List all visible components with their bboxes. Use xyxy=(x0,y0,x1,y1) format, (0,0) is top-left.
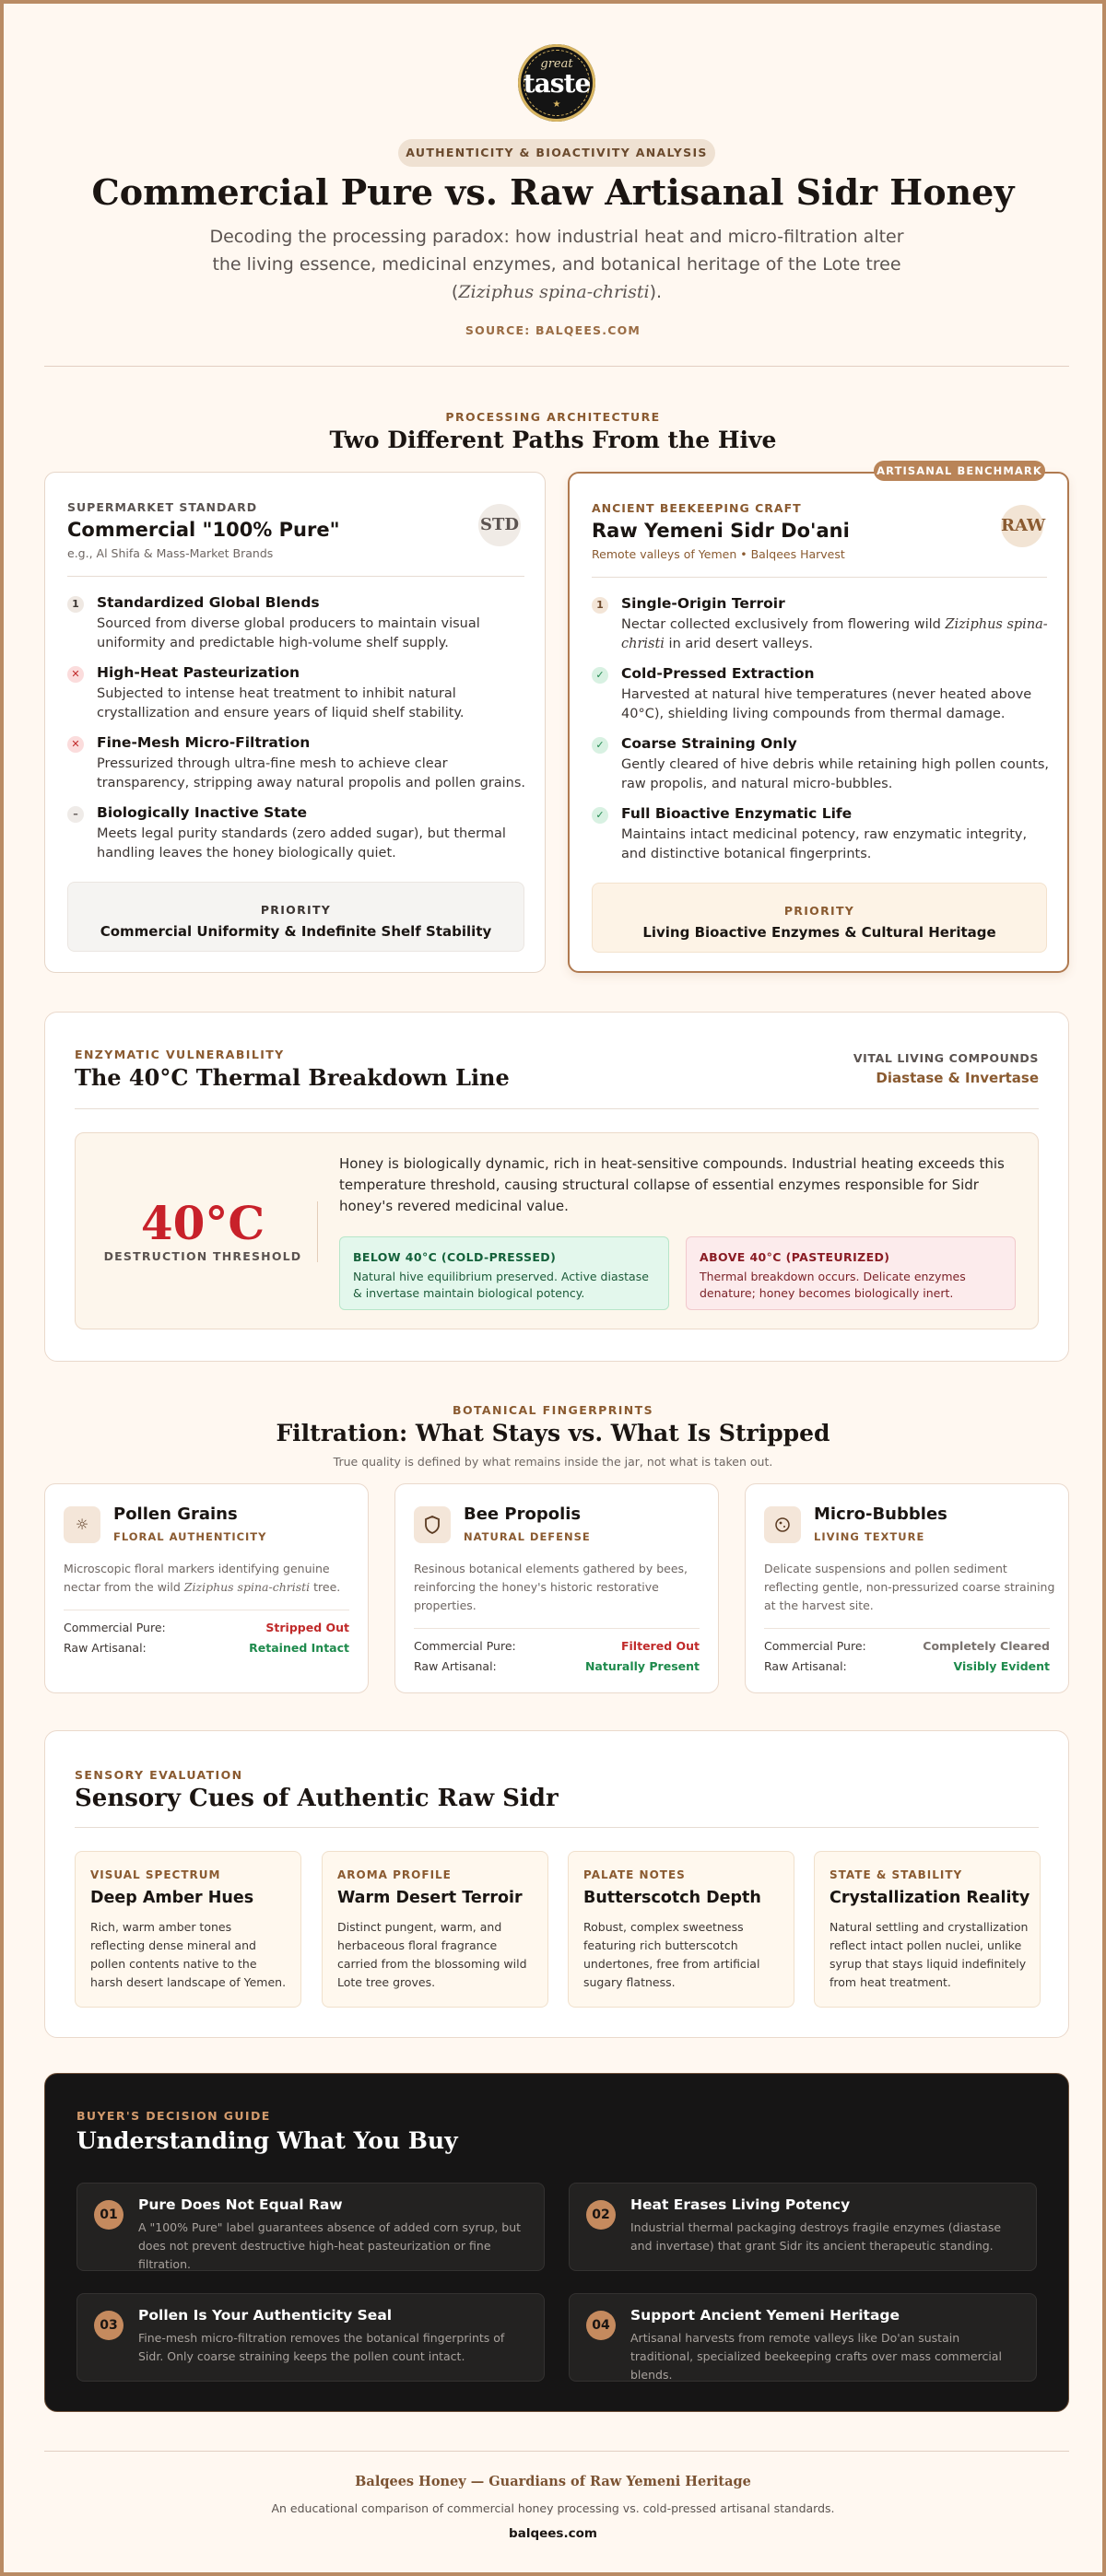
card-title: Bee Propolis xyxy=(464,1505,582,1524)
buyers-guide-section xyxy=(44,2073,1069,2412)
thermal-title: The 40°C Thermal Breakdown Line xyxy=(75,1064,510,1091)
card-tag: SUPERMARKET STANDARD xyxy=(67,500,258,514)
guide-card-title: Pollen Is Your Authenticity Seal xyxy=(138,2307,393,2324)
dash-icon: – xyxy=(67,806,84,823)
step-title: Cold-Pressed Extraction xyxy=(621,665,815,682)
below-threshold-box xyxy=(339,1236,669,1310)
step-desc: Pressurized through ultra-fine mesh to achieve clear transparency, stripping away natural propolis and pollen grains. xyxy=(97,756,526,790)
thermal-eyebrow: ENZYMATIC VULNERABILITY xyxy=(75,1048,285,1061)
step-desc: Gently cleared of hive debris while retaining high pollen counts, raw propolis, and natural micro-bubbles. xyxy=(621,757,1049,791)
row-key: Raw Artisanal: xyxy=(64,1641,147,1655)
guide-card xyxy=(569,2183,1037,2271)
artisanal-benchmark-badge: ARTISANAL BENCHMARK xyxy=(874,461,1045,481)
footer-note: An educational comparison of commercial honey processing vs. cold-pressed artisanal standards. xyxy=(271,2501,835,2515)
guide-card-desc: A "100% Pure" label guarantees absence of added corn syrup, but does not prevent destructive high-heat pasteurization or fine filtration. xyxy=(138,2220,522,2271)
threshold-box xyxy=(75,1132,1039,1329)
sensory-section xyxy=(44,1730,1069,2038)
sensory-title: Sensory Cues of Authentic Raw Sidr xyxy=(75,1785,559,1812)
sensory-label: AROMA PROFILE xyxy=(337,1868,452,1881)
star-icon: ★ xyxy=(552,100,561,110)
guide-card xyxy=(76,2183,545,2271)
check-icon: ✓ xyxy=(592,667,608,684)
architecture-eyebrow: PROCESSING ARCHITECTURE xyxy=(445,410,661,424)
guide-number: 04 xyxy=(586,2311,616,2340)
guide-card-title: Pure Does Not Equal Raw xyxy=(138,2196,343,2213)
row-value: Completely Cleared xyxy=(923,1639,1050,1653)
guide-card-title: Heat Erases Living Potency xyxy=(630,2196,851,2213)
above-threshold-box xyxy=(686,1236,1016,1310)
step-title: High-Heat Pasteurization xyxy=(97,664,300,681)
card-title: Raw Yemeni Sidr Do'ani xyxy=(592,520,850,542)
sensory-desc: Rich, warm amber tones reflecting dense mineral and pollen contents native to the harsh desert landscape of Yemen. xyxy=(90,1920,287,1989)
sensory-title: Deep Amber Hues xyxy=(90,1889,254,1907)
footer-brand: Balqees Honey — Guardians of Raw Yemeni Heritage xyxy=(355,2474,751,2489)
step-desc: Maintains intact medicinal potency, raw enzymatic integrity, and distinctive botanical fingerprints. xyxy=(621,827,1028,861)
sensory-desc: Distinct pungent, warm, and herbaceous floral fragrance carried from the blossoming wild Lote tree groves. xyxy=(337,1920,527,1989)
step-desc: Harvested at natural hive temperatures (never heated above 40°C), shielding living compounds from thermal damage. xyxy=(621,687,1032,721)
sensory-desc: Natural settling and crystallization reflect intact pollen nuclei, unlike syrup that stays liquid indefinitely from heat treatment. xyxy=(830,1920,1029,1989)
sensory-card xyxy=(75,1851,301,2008)
row-value: Visibly Evident xyxy=(953,1659,1050,1673)
guide-card-desc: Industrial thermal packaging destroys fragile enzymes (diastase and invertase) that grant Sidr its ancient therapeutic standing. xyxy=(630,2220,1002,2253)
guide-title: Understanding What You Buy xyxy=(76,2127,458,2154)
commercial-card xyxy=(44,472,546,973)
guide-card xyxy=(569,2293,1037,2382)
row-value: Stripped Out xyxy=(265,1621,349,1634)
row-key: Raw Artisanal: xyxy=(764,1659,847,1673)
vital-label: VITAL LIVING COMPOUNDS xyxy=(853,1051,1039,1065)
source-link[interactable]: SOURCE: BALQEES.COM xyxy=(465,323,641,337)
divider xyxy=(764,1628,1050,1629)
sensory-card xyxy=(814,1851,1041,2008)
card-subtitle: e.g., Al Shifa & Mass-Market Brands xyxy=(67,546,274,560)
card-tag: LIVING TEXTURE xyxy=(814,1530,925,1543)
step-desc: Subjected to intense heat treatment to inhibit natural crystallization and ensure years of liquid shelf stability. xyxy=(97,686,465,720)
card-desc: Delicate suspensions and pollen sediment reflecting gentle, non-pressurized coarse straining at the harvest site. xyxy=(764,1562,1055,1612)
guide-card-desc: Artisanal harvests from remote valleys like Do'an sustain traditional, specialized beekeeping crafts over mass commercial blends. xyxy=(630,2331,1002,2382)
divider xyxy=(44,366,1069,367)
sensory-card xyxy=(322,1851,548,2008)
row-key: Commercial Pure: xyxy=(414,1639,516,1653)
footer-site-link[interactable]: balqees.com xyxy=(509,2526,597,2541)
step-title: Full Bioactive Enzymatic Life xyxy=(621,805,853,822)
guide-card xyxy=(76,2293,545,2382)
sensory-label: VISUAL SPECTRUM xyxy=(90,1868,221,1881)
row-key: Commercial Pure: xyxy=(64,1621,166,1634)
great-taste-logo xyxy=(518,44,595,122)
row-value: Naturally Present xyxy=(584,1659,700,1673)
card-tag: FLORAL AUTHENTICITY xyxy=(113,1530,267,1543)
threshold-label: DESTRUCTION THRESHOLD xyxy=(103,1249,302,1263)
divider xyxy=(592,577,1047,578)
priority-value: Commercial Uniformity & Indefinite Shelf Stability xyxy=(100,923,492,940)
sensory-title: Warm Desert Terroir xyxy=(337,1889,523,1907)
guide-card-desc: Fine-mesh micro-filtration removes the botanical fingerprints of Sidr. Only coarse straining keeps the pollen count intact. xyxy=(138,2331,505,2363)
step-title: Biologically Inactive State xyxy=(97,804,308,821)
guide-eyebrow: BUYER'S DECISION GUIDE xyxy=(76,2109,271,2123)
shield-icon xyxy=(414,1506,451,1543)
step-title: Single-Origin Terroir xyxy=(621,595,785,612)
hero-subtitle: Decoding the processing paradox: how industrial heat and micro-filtration alter the living essence, medicinal enzymes, and botanical heritage of the Lote tree (Ziziphus spina-christi). xyxy=(209,227,904,302)
card-desc: Microscopic floral markers identifying genuine nectar from the wild Ziziphus spina-christi tree. xyxy=(64,1562,341,1594)
filtration-eyebrow: BOTANICAL FINGERPRINTS xyxy=(453,1403,653,1417)
logo-line1: great xyxy=(540,57,573,71)
row-value: Retained Intact xyxy=(249,1641,349,1655)
sensory-title: Crystallization Reality xyxy=(830,1889,1030,1907)
pollen-card xyxy=(44,1483,369,1693)
row-key: Commercial Pure: xyxy=(764,1639,866,1653)
architecture-title: Two Different Paths From the Hive xyxy=(329,427,777,453)
step-title: Standardized Global Blends xyxy=(97,594,320,611)
step-desc: Sourced from diverse global producers to maintain visual uniformity and predictable high-volume shelf supply. xyxy=(97,616,480,650)
logo-line2: taste xyxy=(523,68,591,99)
below-title: BELOW 40°C (COLD-PRESSED) xyxy=(353,1250,557,1264)
above-title: ABOVE 40°C (PASTEURIZED) xyxy=(700,1250,890,1264)
check-icon: ✓ xyxy=(592,737,608,754)
priority-box xyxy=(67,882,524,952)
number-icon: 1 xyxy=(67,596,84,613)
row-value: Filtered Out xyxy=(620,1639,700,1653)
card-tag: ANCIENT BEEKEEPING CRAFT xyxy=(592,501,802,515)
guide-number: 02 xyxy=(586,2200,616,2230)
number-icon: 1 xyxy=(592,597,608,614)
sensory-title: Butterscotch Depth xyxy=(583,1889,761,1907)
card-desc: Resinous botanical elements gathered by bees, reinforcing the honey's historic restorative properties. xyxy=(414,1562,688,1612)
page-title: Commercial Pure vs. Raw Artisanal Sidr Honey xyxy=(91,171,1015,213)
sensory-eyebrow: SENSORY EVALUATION xyxy=(75,1768,243,1782)
divider xyxy=(44,2451,1069,2452)
card-subtitle: Remote valleys of Yemen • Balqees Harvest xyxy=(592,547,845,561)
divider xyxy=(317,1201,318,1262)
sensory-desc: Robust, complex sweetness featuring rich butterscotch undertones, free from artificial sugary flatness. xyxy=(583,1920,760,1989)
std-badge: STD xyxy=(478,504,521,546)
bubble-icon xyxy=(764,1506,801,1543)
micro-bubbles-card xyxy=(745,1483,1069,1693)
step-title: Coarse Straining Only xyxy=(621,735,797,752)
card-title: Pollen Grains xyxy=(113,1505,238,1524)
raw-badge: RAW xyxy=(1001,505,1043,547)
priority-label: PRIORITY xyxy=(260,903,332,917)
filtration-subtitle: True quality is defined by what remains inside the jar, not what is taken out. xyxy=(333,1455,773,1469)
sun-icon: ☼ xyxy=(64,1506,100,1543)
propolis-card xyxy=(394,1483,719,1693)
priority-box xyxy=(592,883,1047,953)
card-title: Commercial "100% Pure" xyxy=(67,519,340,541)
check-icon: ✓ xyxy=(592,807,608,824)
x-icon: ✕ xyxy=(67,666,84,683)
priority-label: PRIORITY xyxy=(783,904,855,918)
sensory-label: STATE & STABILITY xyxy=(830,1868,963,1881)
step-desc: Nectar collected exclusively from flowering wild Ziziphus spina-christi in arid desert valleys. xyxy=(621,617,1048,651)
step-title: Fine-Mesh Micro-Filtration xyxy=(97,734,311,751)
thermal-section xyxy=(44,1012,1069,1362)
vital-value: Diastase & Invertase xyxy=(876,1070,1039,1086)
threshold-temperature: 40°C xyxy=(140,1196,265,1250)
sensory-label: PALATE NOTES xyxy=(583,1868,686,1881)
divider xyxy=(75,1108,1039,1109)
guide-number: 03 xyxy=(94,2311,124,2340)
threshold-description: Honey is biologically dynamic, rich in heat-sensitive compounds. Industrial heating exceeds this temperature threshold, causing structural collapse of essential enzymes responsible for Sidr honey's revered medicinal value. xyxy=(339,1155,1005,1214)
hero-pill: AUTHENTICITY & BIOACTIVITY ANALYSIS xyxy=(398,139,715,167)
row-key: Raw Artisanal: xyxy=(414,1659,497,1673)
divider xyxy=(414,1628,700,1629)
x-icon: ✕ xyxy=(67,736,84,753)
step-desc: Meets legal purity standards (zero added sugar), but thermal handling leaves the honey biologically quiet. xyxy=(97,826,506,861)
divider xyxy=(75,1827,1039,1828)
card-tag: NATURAL DEFENSE xyxy=(464,1530,591,1543)
below-desc: Natural hive equilibrium preserved. Active diastase & invertase maintain biological potency. xyxy=(353,1270,649,1300)
raw-sidr-card xyxy=(568,472,1069,973)
guide-card-title: Support Ancient Yemeni Heritage xyxy=(630,2307,900,2324)
sensory-card xyxy=(568,1851,794,2008)
priority-value: Living Bioactive Enzymes & Cultural Heritage xyxy=(642,924,996,941)
card-title: Micro-Bubbles xyxy=(814,1505,947,1524)
above-desc: Thermal breakdown occurs. Delicate enzymes denature; honey becomes biologically inert. xyxy=(700,1270,966,1300)
divider xyxy=(67,576,524,577)
guide-number: 01 xyxy=(94,2200,124,2230)
filtration-title: Filtration: What Stays vs. What Is Stripped xyxy=(276,1420,830,1446)
